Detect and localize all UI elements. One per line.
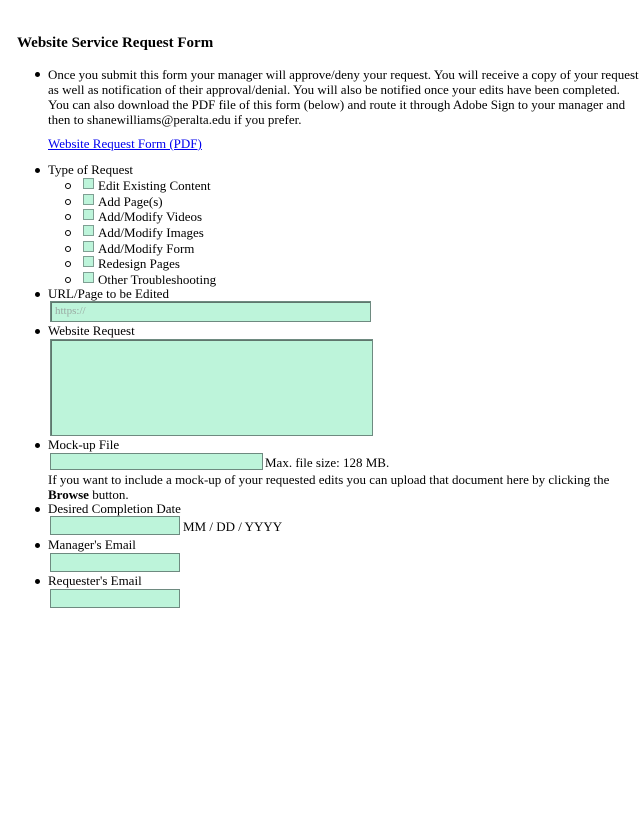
pdf-form-link[interactable]: Website Request Form (PDF) [48,136,202,151]
manager-bullet [35,543,40,548]
request-bullet [35,329,40,334]
checkbox-redesign-pages[interactable] [83,256,94,267]
checkbox-other-troubleshooting[interactable] [83,272,94,283]
option-label: Add/Modify Images [98,225,204,240]
mockup-help-tail: button. [88,487,129,502]
url-bullet [35,292,40,297]
manager-email-label: Manager's Email [48,537,136,552]
website-request-textarea[interactable] [50,339,373,436]
type-of-request-label: Type of Request [48,162,134,177]
sub-bullet [65,246,71,252]
checkbox-add-modify-form[interactable] [83,241,94,252]
requester-email-label: Requester's Email [48,573,142,588]
website-request-label: Website Request [48,323,135,338]
sub-bullet [65,261,71,267]
mockup-help: If you want to include a mock-up of your requested edits you can upload that document here by clicking the [48,472,610,487]
mockup-file-input[interactable] [50,453,263,470]
completion-date-input[interactable] [50,516,180,535]
url-input[interactable]: https:// [50,301,371,322]
checkbox-add-pages[interactable] [83,194,94,205]
page-title: Website Service Request Form [17,35,214,51]
option-label: Other Troubleshooting [98,272,217,287]
option-label: Redesign Pages [98,256,180,271]
sub-bullet [65,199,71,205]
intro-line: Once you submit this form your manager will approve/deny your request. You will receive a copy of your request [48,67,639,82]
browse-emphasis: Browse [48,487,89,502]
sub-bullet [65,183,71,189]
checkbox-edit-existing-content[interactable] [83,178,94,189]
option-label: Add/Modify Videos [98,209,203,224]
url-label: URL/Page to be Edited [48,286,169,301]
option-label: Add Page(s) [98,194,163,209]
intro-line: then to shanewilliams@peralta.edu if you prefer. [48,112,302,127]
option-label: Edit Existing Content [98,178,211,193]
checkbox-add-modify-images[interactable] [83,225,94,236]
intro-line: as well as notification of their approval/denial. You will also be notified once your edits have been completed. [48,82,620,97]
date-label: Desired Completion Date [48,501,181,516]
intro-text [48,67,639,127]
type-bullet [35,168,40,173]
mockup-help-2 [48,487,129,502]
date-format-hint: MM / DD / YYYY [183,519,283,534]
option-label: Add/Modify Form [98,241,195,256]
mockup-label: Mock-up File [48,437,120,452]
manager-email-input[interactable] [50,553,180,572]
intro-bullet [35,72,40,77]
sub-bullet [65,277,71,283]
intro-line: You can also download the PDF file of this form (below) and route it through Adobe Sign to your manager and [48,97,626,112]
sub-bullet [65,214,71,220]
checkbox-add-modify-videos[interactable] [83,209,94,220]
requester-email-input[interactable] [50,589,180,608]
max-file-size: Max. file size: 128 MB. [265,455,390,470]
mockup-bullet [35,443,40,448]
sub-bullet [65,230,71,236]
requester-bullet [35,579,40,584]
date-bullet [35,507,40,512]
